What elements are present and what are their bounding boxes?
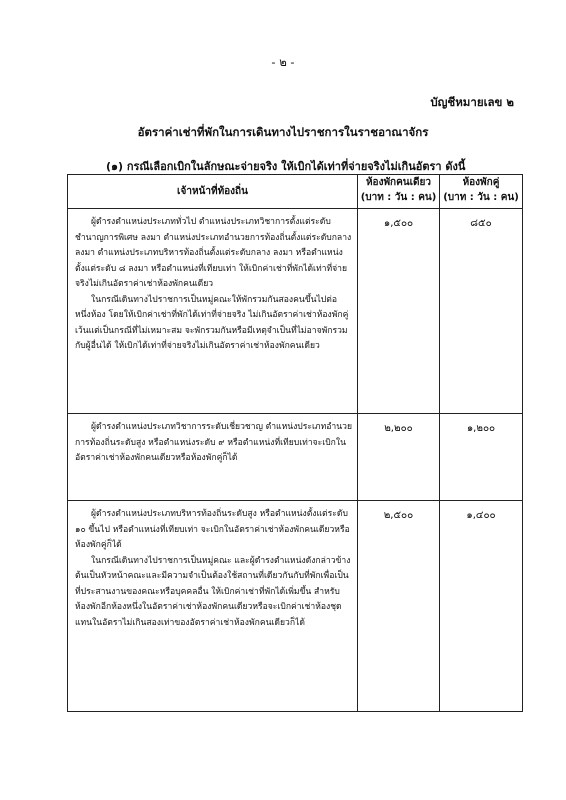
- double-room-rate: ๑,๒๐๐: [440, 414, 523, 501]
- row-description: [68, 209, 358, 414]
- header-double-room-unit: (บาท : วัน : คน): [443, 192, 519, 203]
- row-description: [68, 501, 358, 712]
- header-double-room-label: ห้องพักคู่: [462, 177, 500, 188]
- section-title: (๑) กรณีเลือกเบิกในลักษณะจ่ายจริง ให้เบิกได้เท่าที่จ่ายจริงไม่เกินอัตรา ดังนี้: [106, 160, 466, 173]
- page-number: - ๒ -: [271, 55, 295, 69]
- table-row: [68, 209, 523, 414]
- header-single-room-unit: (บาท : วัน : คน): [360, 192, 437, 203]
- rates-table: [67, 174, 523, 712]
- description-paragraph: ผู้ดำรงตำแหน่งประเภทบริหารท้องถิ่นระดับสูง หรือตำแหน่งตั้งแต่ระดับ ๑๐ ขึ้นไป หรือตำแหน่งที่เทียบเท่า จะเบิกในอัตราค่าเช่าห้องพักคนเดียวหรือห้องพักคู่ก็ได้: [75, 509, 350, 550]
- header-single-room: [358, 175, 440, 209]
- table-row: [68, 414, 523, 501]
- double-room-rate: ๑,๔๐๐: [440, 501, 523, 712]
- single-room-rate: ๒,๒๐๐: [358, 414, 440, 501]
- table-row: [68, 501, 523, 712]
- description-paragraph: ผู้ดำรงตำแหน่งประเภททั่วไป ตำแหน่งประเภทวิชาการตั้งแต่ระดับชำนาญการพิเศษ ลงมา ตำแหน่งประเภทอำนวยการท้องถิ่นตั้งแต่ระดับกลาง ลงมา ตำแหน่งประเภทบริหารท้องถิ่นตั้งแต่ระดับกลาง ลงมา หรือตำแหน่งตั้งแต่ระดับ ๘ ลงมา หรือตำแหน่งที่เทียบเท่า ให้เบิกค่าเช่าที่พักได้เท่าที่จ่ายจริงไม่เกินอัตราค่าเช่าห้องพักคนเดียว: [75, 217, 352, 289]
- row-description: [68, 414, 358, 501]
- table-header-row: [68, 175, 523, 209]
- account-number: บัญชีหมายเลข ๒: [430, 95, 514, 109]
- document-title: อัตราค่าเช่าที่พักในการเดินทางไปราชการในราชอาณาจักร: [137, 125, 429, 139]
- header-double-room: [440, 175, 523, 209]
- description-paragraph: ในกรณีเดินทางไปราชการเป็นหมู่คณะให้พักรวมกันสองคนขึ้นไปต่อหนึ่งห้อง โดยให้เบิกค่าเช่าที่พักได้เท่าที่จ่ายจริง ไม่เกินอัตราค่าเช่าห้องพักคู่ เว้นแต่เป็นกรณีที่ไม่เหมาะสม จะพักรวมกันหรือมีเหตุจำเป็นที่ไม่อาจพักรวมกับผู้อื่นได้ ให้เบิกได้เท่าที่จ่ายจริงไม่เกินอัตราค่าเช่าห้องพักคนเดียว: [75, 294, 349, 351]
- double-room-rate: ๘๕๐: [440, 209, 523, 414]
- description-paragraph: ในกรณีเดินทางไปราชการเป็นหมู่คณะ และผู้ดำรงตำแหน่งดังกล่าวข้างต้นเป็นหัวหน้าคณะและมีความจำเป็นต้องใช้สถานที่เดียวกันกับที่พักเพื่อเป็นที่ประสานงานของคณะหรือบุคคลอื่น ให้เบิกค่าเช่าที่พักได้เพิ่มขึ้น สำหรับห้องพักอีกห้องหนึ่งในอัตราค่าเช่าห้องพักคนเดียวหรือจะเบิกค่าเช่าห้องชุดแทนในอัตราไม่เกินสองเท่าของอัตราค่าเช่าห้องพักคนเดียวก็ได้: [75, 555, 351, 628]
- header-official: เจ้าหน้าที่ท้องถิ่น: [68, 175, 358, 209]
- description-paragraph: ผู้ดำรงตำแหน่งประเภทวิชาการระดับเชี่ยวชาญ ตำแหน่งประเภทอำนวยการท้องถิ่นระดับสูง หรือตำแหน่งระดับ ๙ หรือตำแหน่งที่เทียบเท่าจะเบิกในอัตราค่าเช่าห้องพักคนเดียวหรือห้องพักคู่ก็ได้: [75, 422, 352, 463]
- single-room-rate: ๒,๕๐๐: [358, 501, 440, 712]
- header-single-room-label: ห้องพักคนเดียว: [365, 177, 432, 188]
- single-room-rate: ๑,๕๐๐: [358, 209, 440, 414]
